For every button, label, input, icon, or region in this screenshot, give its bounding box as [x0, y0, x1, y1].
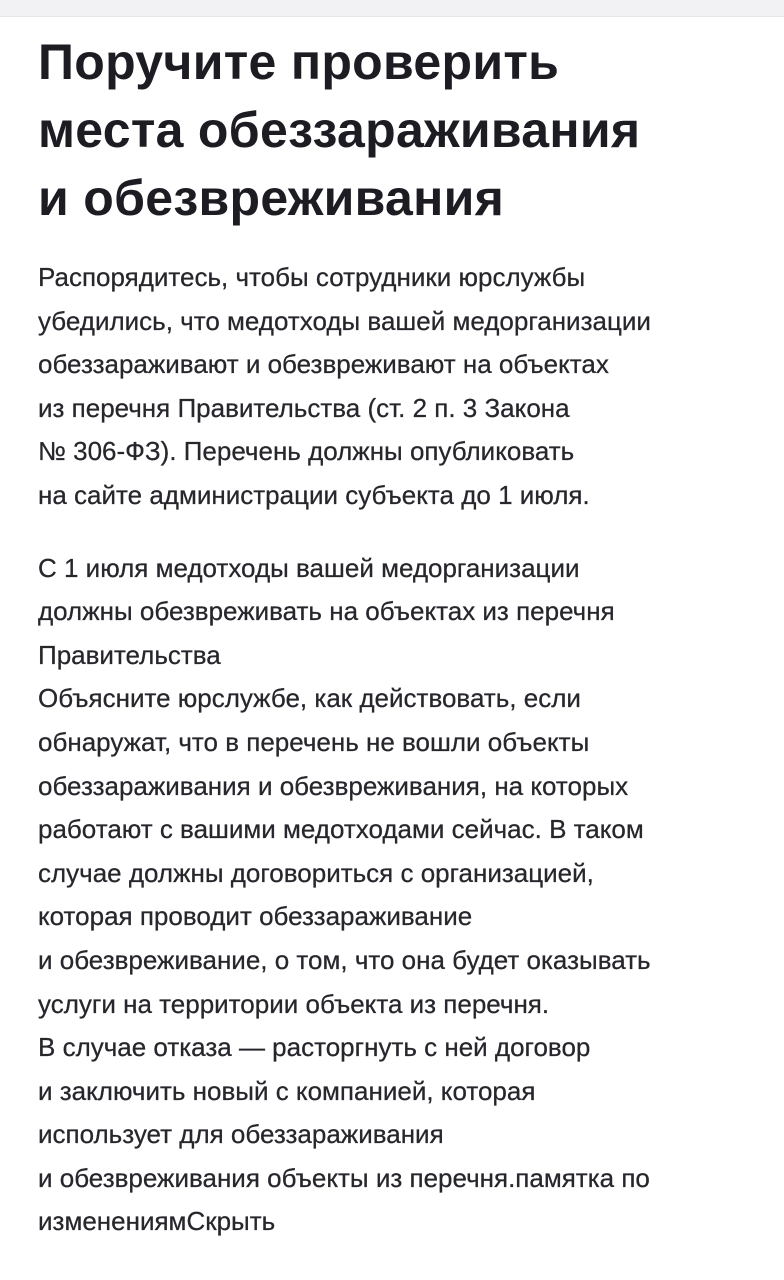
paragraph-line: обнаружат, что в перечень не вошли объекты: [38, 726, 590, 757]
paragraph-line: обеззараживания и обезвреживания, на которых: [38, 770, 629, 801]
paragraph-line: на сайте администрации субъекта до 1 июля.: [38, 479, 590, 510]
article-title: [38, 28, 784, 232]
article: [38, 28, 784, 1244]
title-line: Поручите проверить: [38, 34, 560, 90]
paragraph-line: услуги на территории объекта из перечня.: [38, 988, 550, 1019]
paragraph-line: Объясните юрслужбе, как действовать, если: [38, 683, 581, 714]
paragraph-line: В случае отказа — расторгнуть с ней договор: [38, 1032, 591, 1063]
paragraph-line: Правительства: [38, 639, 221, 670]
paragraph-instructions: [38, 256, 784, 518]
top-bar: [0, 0, 784, 17]
paragraph-line: использует для обеззараживания: [38, 1119, 444, 1150]
memo-link-text: изменениям: [38, 1206, 187, 1237]
paragraph-line: № 306-ФЗ). Перечень должны опубликовать: [38, 436, 575, 467]
paragraph-line: работают с вашими медотходами сейчас. В таком: [38, 814, 644, 845]
paragraph-line: из перечня Правительства (ст. 2 п. 3 Закона: [38, 392, 570, 423]
paragraph-last-line: [38, 1200, 784, 1244]
paragraph-line: убедились, что медотходы вашей медорганизации: [38, 305, 651, 336]
title-line: места обеззараживания: [38, 102, 641, 158]
paragraph-line: и обезвреживание, о том, что она будет оказывать: [38, 944, 651, 975]
title-line: и обезвреживания: [38, 170, 505, 226]
paragraph-line: С 1 июля медотходы вашей медорганизации: [38, 552, 580, 583]
paragraph-details: [38, 547, 784, 1245]
paragraph-line: и заключить новый с компанией, которая: [38, 1075, 536, 1106]
paragraph-line: должны обезвреживать на объектах из перечня: [38, 596, 615, 627]
paragraph-line: обеззараживают и обезвреживают на объектах: [38, 349, 609, 380]
hide-link[interactable]: Скрыть: [186, 1206, 276, 1237]
paragraph-line: которая проводит обеззараживание: [38, 901, 473, 932]
paragraph-line: Распорядитесь, чтобы сотрудники юрслужбы: [38, 262, 586, 292]
paragraph-line: случае должны договориться с организацией,: [38, 857, 594, 888]
paragraph-line: и обезвреживания объекты из перечня.памятка по: [38, 1162, 650, 1193]
